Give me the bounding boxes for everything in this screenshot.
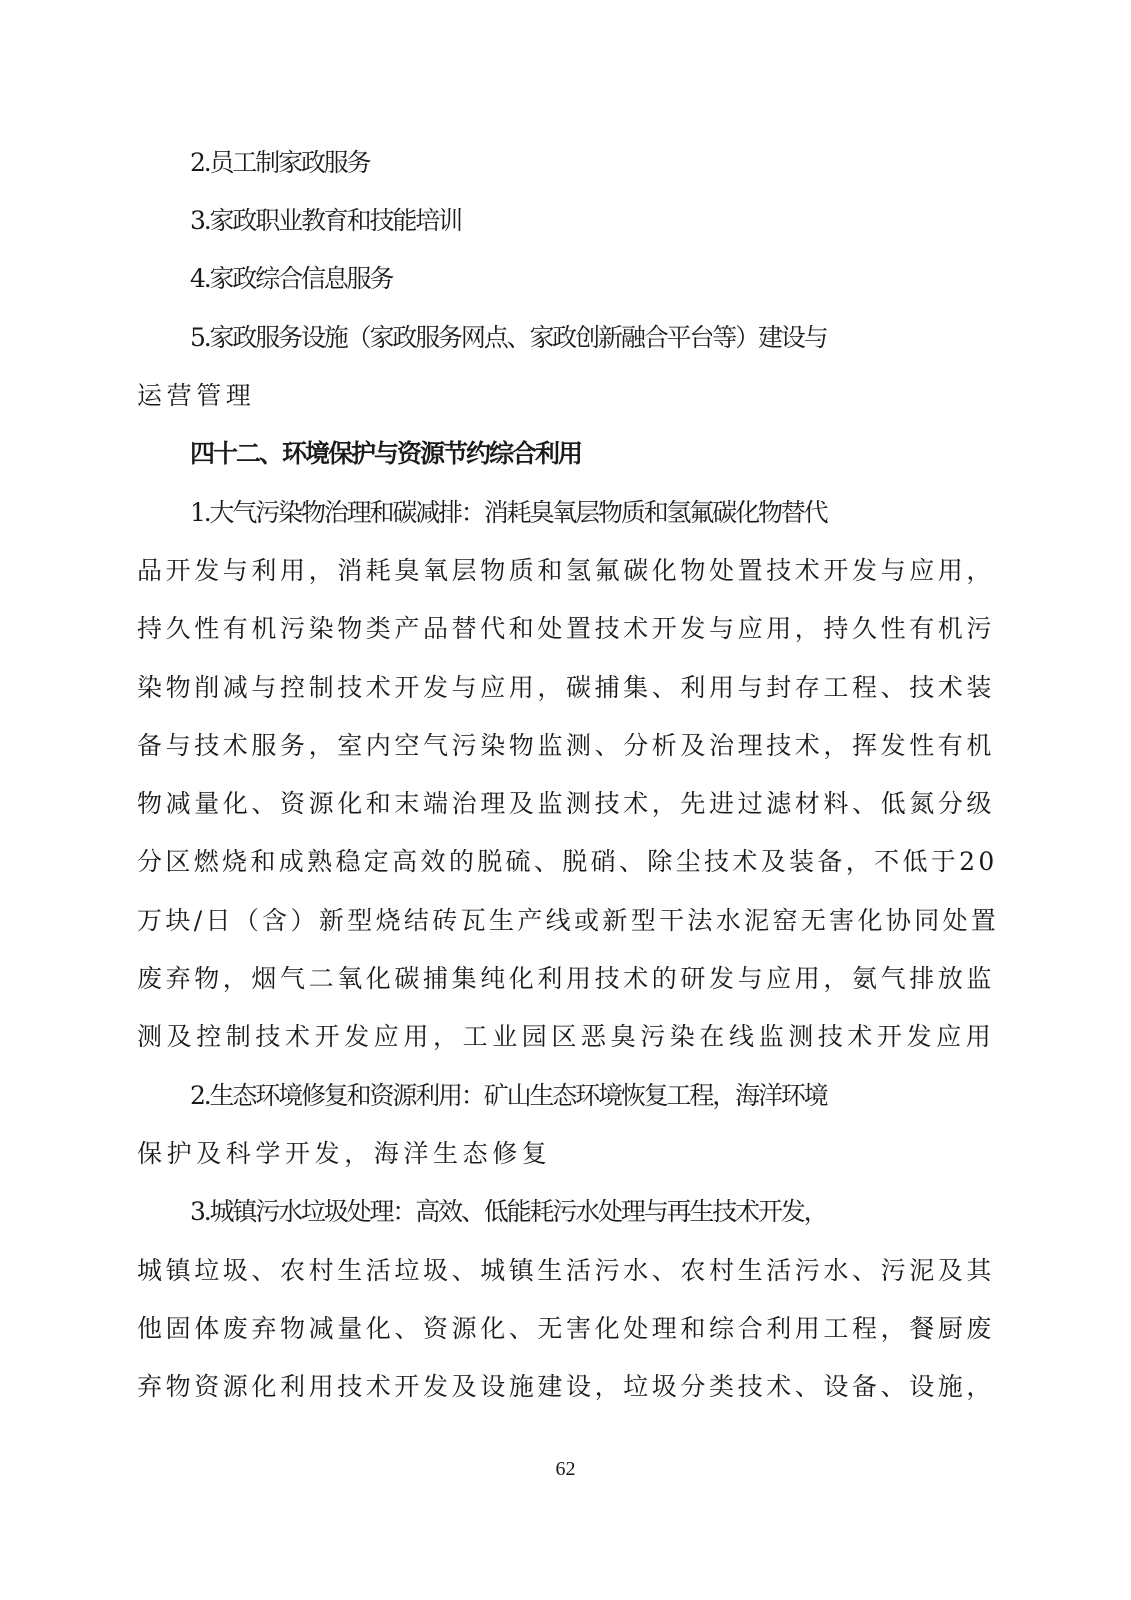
list-item-5-line-2: 运营管理 (137, 381, 256, 410)
list-item-5-line-1: 5.家政服务设施（家政服务网点、家政创新融合平台等）建设与 (190, 323, 827, 352)
para1-line-9: 废弃物，烟气二氧化碳捕集纯化利用技术的研发与应用，氨气排放监 (137, 964, 996, 993)
para1-line-3: 持久性有机污染物类产品替代和处置技术开发与应用，持久性有机污 (137, 614, 996, 643)
para1-line-2: 品开发与利用，消耗臭氧层物质和氢氟碳化物处置技术开发与应用， (137, 556, 996, 585)
para1-line-8: 万块/日（含）新型烧结砖瓦生产线或新型干法水泥窑无害化协同处置 (137, 906, 1000, 935)
para3-line-3: 他固体废弃物减量化、资源化、无害化处理和综合利用工程，餐厨废 (137, 1314, 996, 1343)
para3-line-4: 弃物资源化利用技术开发及设施建设，垃圾分类技术、设备、设施， (137, 1372, 996, 1401)
list-item-2: 2.员工制家政服务 (190, 148, 370, 177)
page-number: 62 (555, 1458, 576, 1480)
para3-line-1: 3.城镇污水垃圾处理：高效、低能耗污水处理与再生技术开发， (190, 1197, 827, 1226)
para1-line-7: 分区燃烧和成熟稳定高效的脱硫、脱硝、除尘技术及装备，不低于20 (137, 847, 998, 876)
section-heading: 四十二、环境保护与资源节约综合利用 (190, 439, 582, 468)
para1-line-6: 物减量化、资源化和末端治理及监测技术，先进过滤材料、低氮分级 (137, 789, 996, 818)
para1-line-5: 备与技术服务，室内空气污染物监测、分析及治理技术，挥发性有机 (137, 731, 996, 760)
para2-line-2: 保护及科学开发，海洋生态修复 (137, 1139, 552, 1168)
list-item-4: 4.家政综合信息服务 (190, 264, 393, 293)
list-item-3: 3.家政职业教育和技能培训 (190, 206, 461, 235)
para2-line-1: 2.生态环境修复和资源利用：矿山生态环境恢复工程，海洋环境 (190, 1081, 827, 1110)
para3-line-2: 城镇垃圾、农村生活垃圾、城镇生活污水、农村生活污水、污泥及其 (137, 1256, 996, 1285)
para1-line-10: 测及控制技术开发应用，工业园区恶臭污染在线监测技术开发应用 (137, 1022, 996, 1051)
para1-line-4: 染物削减与控制技术开发与应用，碳捕集、利用与封存工程、技术装 (137, 673, 996, 702)
para1-line-1: 1.大气污染物治理和碳减排：消耗臭氧层物质和氢氟碳化物替代 (190, 498, 827, 527)
